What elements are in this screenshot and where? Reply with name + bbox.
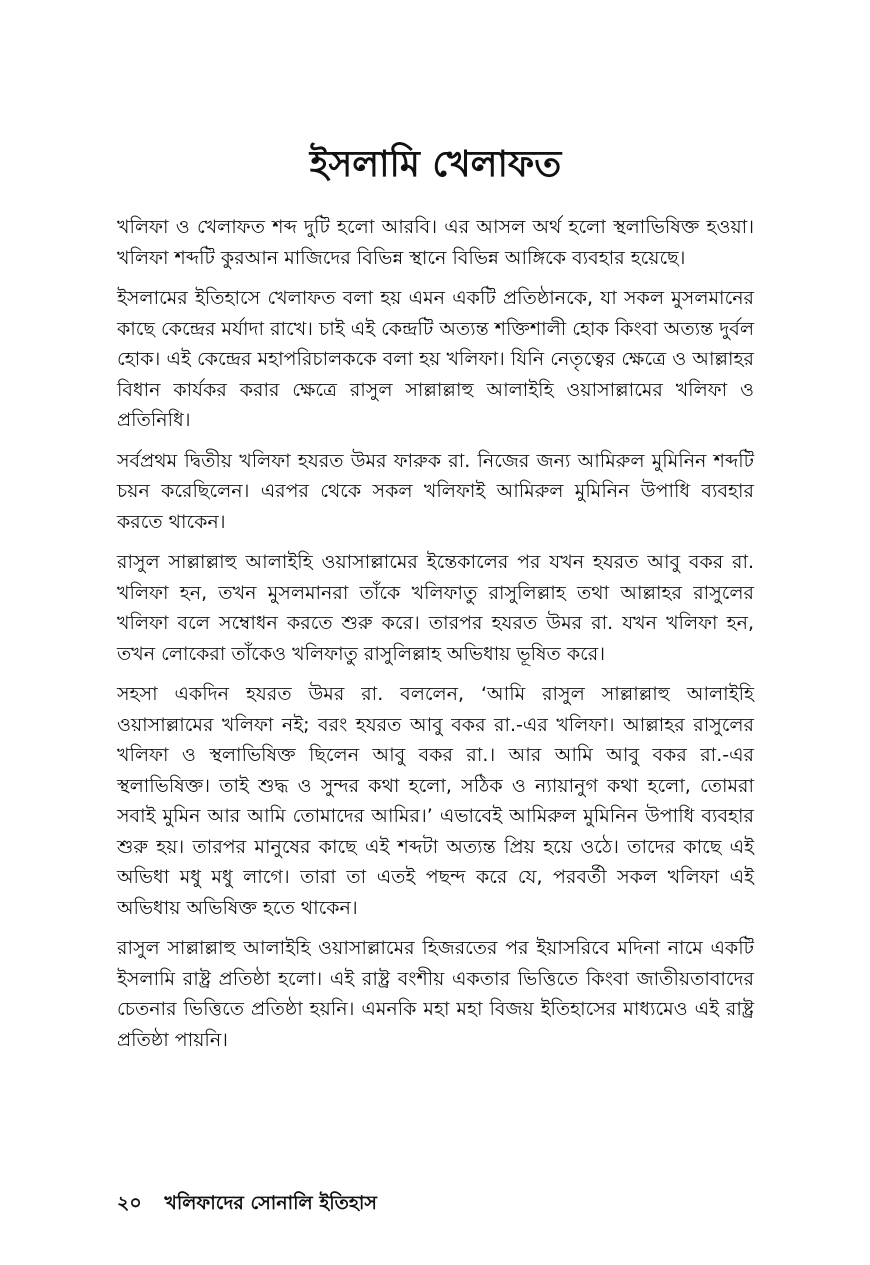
paragraph-6: রাসুল সাল্লাল্লাহু আলাইহি ওয়াসাল্লামের হিজরতের পর ইয়াসরিবে মদিনা নামে একটি ইসলামি রাষ্ট্র প্রতিষ্ঠা হলো। এই রাষ্ট্র বংশীয় একতার ভিত্তিতে কিংবা জাতীয়তাবাদের চেতনার ভিত্তিতে প্রতিষ্ঠা হয়নি। এমনকি মহা মহা বিজয় ইতিহাসের মাধ্যমেও এই রাষ্ট্র প্রতিষ্ঠা পায়নি। bbox=[117, 937, 754, 1051]
paragraph-5: সহসা একদিন হযরত উমর রা. বললেন, ‘আমি রাসুল সাল্লাল্লাহু আলাইহি ওয়াসাল্লামের খলিফা নই; বরং হযরত আবু বকর রা.-এর খলিফা। আল্লাহর রাসুলের খলিফা ও স্থলাভিষিক্ত ছিলেন আবু বকর রা.। আর আমি আবু বকর রা.-এর স্থলাভিষিক্ত। তাই শুদ্ধ ও সুন্দর কথা হলো, সঠিক ও ন্যায়ানুগ কথা হলো, তোমরা সবাই মুমিন আর আমি তোমাদের আমির।’ এভাবেই আমিরুল মুমিনিন উপাধি ব্যবহার শুরু হয়। তারপর মানুষের কাছে এই শব্দটা অত্যন্ত প্রিয় হয়ে ওঠে। তাদের কাছে এই অভিধা মধু মধু লাগে। তারা তা এতই পছন্দ করে যে, পরবর্তী সকল খলিফা এই অভিধায় অভিষিক্ত হতে থাকেন। bbox=[117, 683, 754, 919]
paragraph-1: খলিফা ও খেলাফত শব্দ দুটি হলো আরবি। এর আসল অর্থ হলো স্থলাভিষিক্ত হওয়া। খলিফা শব্দটি কুরআন মাজিদের বিভিন্ন স্থানে বিভিন্ন আঙ্গিকে ব্যবহার হয়েছে। bbox=[117, 216, 754, 269]
chapter-title: ইসলামি খেলাফত bbox=[309, 144, 562, 185]
page-footer bbox=[117, 1188, 754, 1218]
running-book-title: খলিফাদের সোনালি ইতিহাস bbox=[164, 1192, 377, 1214]
chapter-body bbox=[117, 212, 754, 1065]
paragraph-2: ইসলামের ইতিহাসে খেলাফত বলা হয় এমন একটি প্রতিষ্ঠানকে, যা সকল মুসলমানের কাছে কেন্দ্রের মর্যাদা রাখে। চাই এই কেন্দ্রটি অত্যন্ত শক্তিশালী হোক কিংবা অত্যন্ত দুর্বল হোক। এই কেন্দ্রের মহাপরিচালককে বলা হয় খলিফা। যিনি নেতৃত্বের ক্ষেত্রে ও আল্লাহর বিধান কার্যকর করার ক্ষেত্রে রাসুল সাল্লাল্লাহু আলাইহি ওয়াসাল্লামের খলিফা ও প্রতিনিধি। bbox=[117, 287, 754, 431]
paragraph-4: রাসুল সাল্লাল্লাহু আলাইহি ওয়াসাল্লামের ইন্তেকালের পর যখন হযরত আবু বকর রা. খলিফা হন, তখন মুসলমানরা তাঁকে খলিফাতু রাসুলিল্লাহ তথা আল্লাহর রাসুলের খলিফা বলে সম্বোধন করতে শুরু করে। তারপর হযরত উমর রা. যখন খলিফা হন, তখন লোকেরা তাঁকেও খলিফাতু রাসুলিল্লাহ অভিধায় ভূষিত করে। bbox=[117, 551, 754, 665]
paragraph-3: সর্বপ্রথম দ্বিতীয় খলিফা হযরত উমর ফারুক রা. নিজের জন্য আমিরুল মুমিনিন শব্দটি চয়ন করেছিলেন। এরপর থেকে সকল খলিফাই আমিরুল মুমিনিন উপাধি ব্যবহার করতে থাকেন। bbox=[117, 449, 754, 533]
page-number: ২০ bbox=[117, 1192, 142, 1214]
book-page bbox=[117, 0, 754, 1265]
